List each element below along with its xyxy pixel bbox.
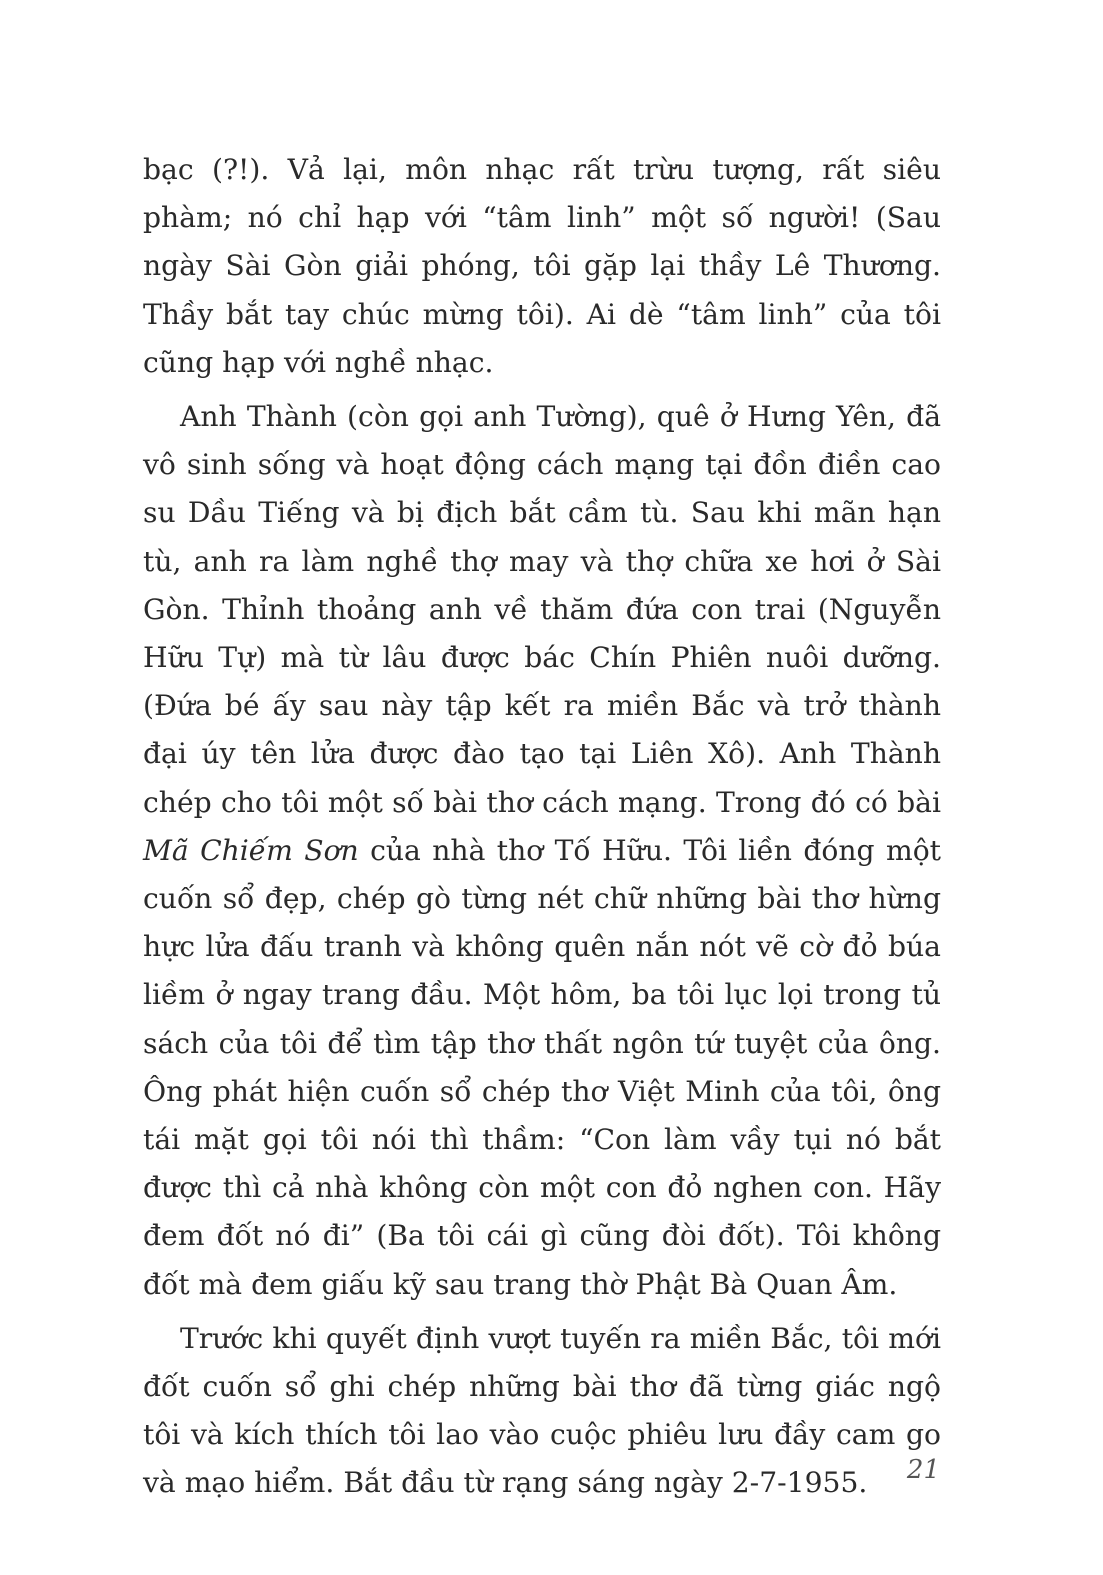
paragraph-text: Trước khi quyết định vượt tuyến ra miền Bắc, tôi mới đốt cuốn sổ ghi chép những bài thơ đã từng giác ngộ tôi và kích thích tôi lao vào cuộc phiêu lưu đầy cam go và mạo hiểm. Bắt đầu từ rạng sáng ngày 2-7-1955.	[143, 1321, 941, 1500]
poem-title: Mã Chiếm Sơn	[143, 833, 359, 867]
paragraph-3	[143, 1315, 941, 1508]
paragraph-2	[143, 393, 941, 1309]
page-number: 21	[906, 1455, 940, 1485]
paragraph-text: Anh Thành (còn gọi anh Tường), quê ở Hưng Yên, đã vô sinh sống và hoạt động cách mạng tại đồn điền cao su Dầu Tiếng và bị địch bắt cầm tù. Sau khi mãn hạn tù, anh ra làm nghề thợ may và thợ chữa xe hơi ở Sài Gòn. Thỉnh thoảng anh về thăm đứa con trai (Nguyễn Hữu Tự) mà từ lâu được bác Chín Phiên nuôi dưỡng. (Đứa bé ấy sau này tập kết ra miền Bắc và trở thành đại úy tên lửa được đào tạo tại Liên Xô). Anh Thành chép cho tôi một số bài thơ cách mạng. Trong đó có bài	[143, 400, 941, 819]
paragraph-text: bạc (?!). Vả lại, môn nhạc rất trừu tượng, rất siêu phàm; nó chỉ hạp với “tâm linh” một số người! (Sau ngày Sài Gòn giải phóng, tôi gặp lại thầy Lê Thương. Thầy bắt tay chúc mừng tôi). Ai dè “tâm linh” của tôi cũng hạp với nghề nhạc.	[143, 153, 941, 379]
paragraph-text: của nhà thơ Tố Hữu. Tôi liền đóng một cuốn sổ đẹp, chép gò từng nét chữ những bài thơ hừng hực lửa đấu tranh và không quên nắn nót vẽ cờ đỏ búa liềm ở ngay trang đầu. Một hôm, ba tôi lục lọi trong tủ sách của tôi để tìm tập thơ thất ngôn tứ tuyệt của ông. Ông phát hiện cuốn sổ chép thơ Việt Minh của tôi, ông tái mặt gọi tôi nói thì thầm: “Con làm vầy tụi nó bắt được thì cả nhà không còn một con đỏ nghen con. Hãy đem đốt nó đi” (Ba tôi cái gì cũng đòi đốt). Tôi không đốt mà đem giấu kỹ sau trang thờ Phật Bà Quan Âm.	[143, 833, 941, 1301]
paragraph-1	[143, 146, 941, 387]
book-page-body	[143, 146, 941, 1508]
